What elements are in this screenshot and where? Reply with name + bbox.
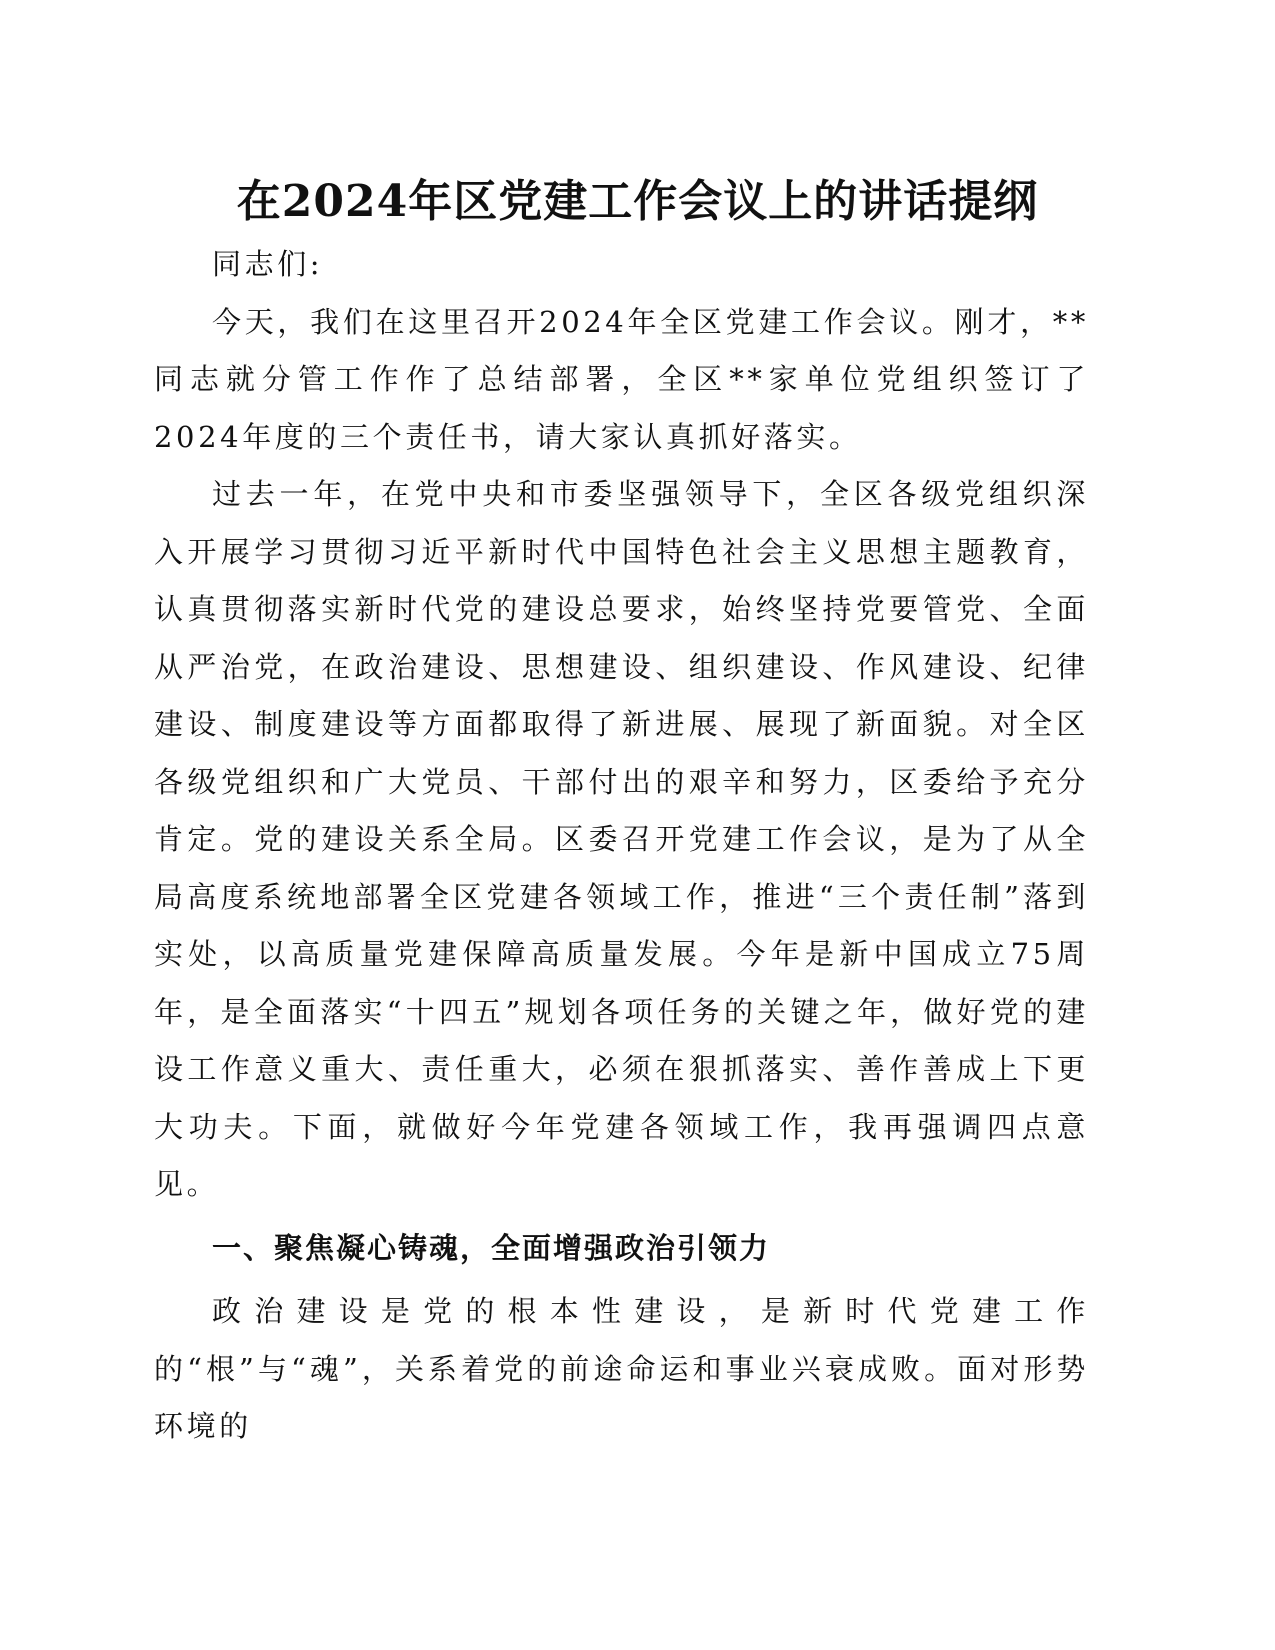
paragraph-review: 过去一年，在党中央和市委坚强领导下，全区各级党组织深入开展学习贯彻习近平新时代中国特色社会主义思想主题教育，认真贯彻落实新时代党的建设总要求，始终坚持党要管党、全面从严治党，在政治建设、思想建设、组织建设、作风建设、纪律建设、制度建设等方面都取得了新进展、展现了新面貌。对全区各级党组织和广大党员、干部付出的艰辛和努力，区委给予充分肯定。党的建设关系全局。区委召开党建工作会议，是为了从全局高度系统地部署全区党建各领域工作，推进“三个责任制”落到实处，以高质量党建保障高质量发展。今年是新中国成立75周年，是全面落实“十四五”规划各项任务的关键之年，做好党的建设工作意义重大、责任重大，必须在狠抓落实、善作善成上下更大功夫。下面，就做好今年党建各领域工作，我再强调四点意见。 — [154, 477, 1089, 1201]
section-heading: 一、聚焦凝心铸魂，全面增强政治引领力 — [212, 1230, 771, 1265]
salutation: 同志们: — [212, 247, 324, 281]
document-title: 在2024年区党建工作会议上的讲话提纲 — [236, 176, 1039, 227]
paragraph-intro: 今天，我们在这里召开2024年全区党建工作会议。刚才，**同志就分管工作作了总结部署，全区**家单位党组织签订了2024年度的三个责任书，请大家认真抓好落实。 — [154, 304, 1089, 454]
document-body — [154, 236, 1089, 1456]
section-paragraph: 政治建设是党的根本性建设，是新时代党建工作的“根”与“魂”，关系着党的前途命运和事业兴衰成败。面对形势环境的 — [154, 1294, 1089, 1443]
